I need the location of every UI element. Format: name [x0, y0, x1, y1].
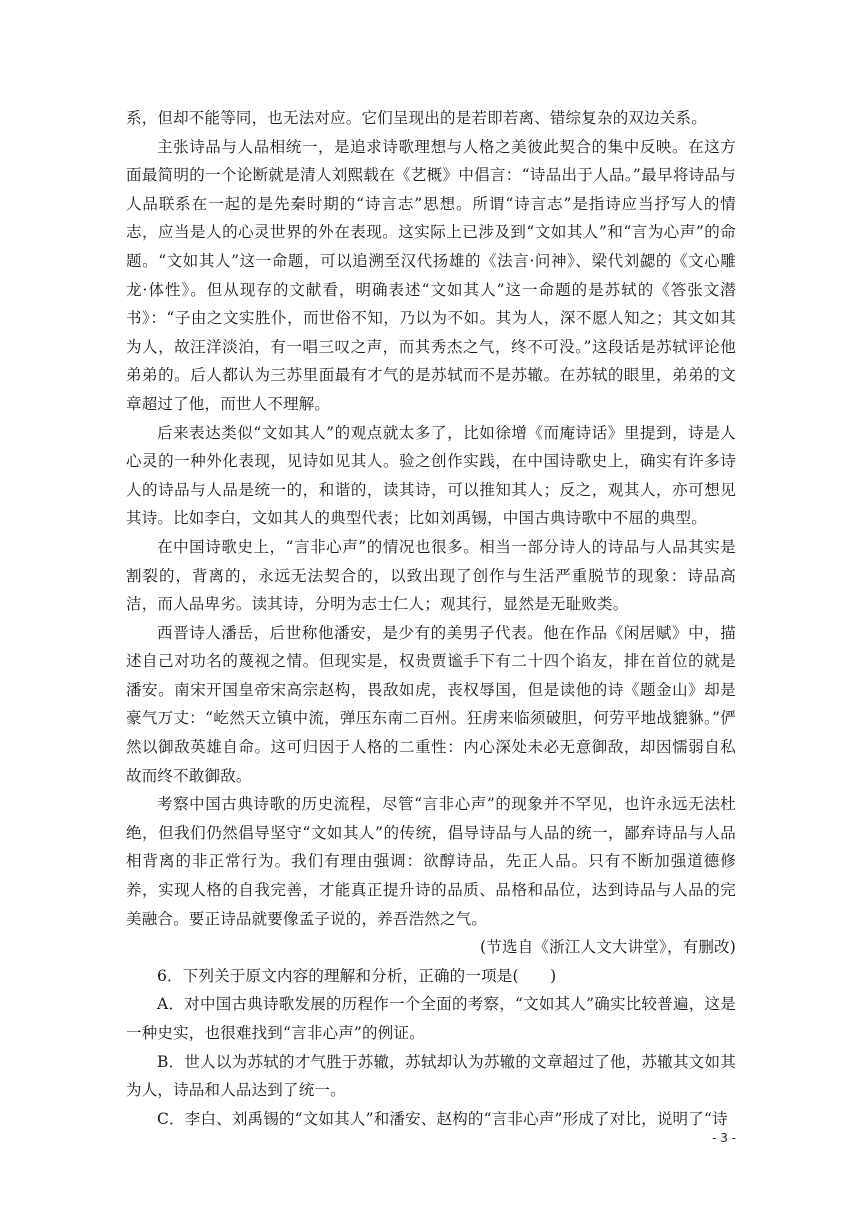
- option-c: C．李白、刘禹锡的“文如其人”和潘安、赵构的“言非心声”形成了对比，说明了“诗: [157, 1109, 728, 1128]
- question-stem: 6．下列关于原文内容的理解和分析，正确的一项是( ): [157, 966, 557, 985]
- source-citation: (节选自《浙江人文大讲堂》，有删改): [480, 938, 736, 957]
- paragraph: 西晋诗人潘岳，后世称他潘安，是少有的美男子代表。他在作品《闲居赋》中，描述自己对功名的蔑视之情。但现实是，权贵贾谧手下有二十四个谄友，排在首位的就是潘安。南宋开国皇帝宋高宗赵构，畏敌如虎，丧权辱国，但是读他的诗《题金山》却是豪气万丈：“屹然天立镇中流，弹压东南二百州。狂虏来临须破胆，何劳平地战貔貅。”俨然以御敌英雄自命。这可归因于人格的二重性：内心深处未必无意御敌，却因懦弱自私故而终不敢御敌。: [126, 623, 736, 785]
- page-number: - 3 -: [712, 1131, 736, 1145]
- paragraph: 主张诗品与人品相统一，是追求诗歌理想与人格之美彼此契合的集中反映。在这方面最简明的一个论断就是清人刘熙载在《艺概》中倡言：“诗品出于人品。”最早将诗品与人品联系在一起的是先秦时期的“诗言志”思想。所谓“诗言志”是指诗应当抒写人的情志，应当是人的心灵世界的外在表现。这实际上已涉及到“文如其人”和“言为心声”的命题。“文如其人”这一命题，可以追溯至汉代扬雄的《法言·问神》、梁代刘勰的《文心雕龙·体性》。但从现存的文献看，明确表述“文如其人”这一命题的是苏轼的《答张文潜书》：“子由之文实胜仆，而世俗不知，乃以为不如。其为人，深不愿人知之；其文如其为人，故汪洋淡泊，有一唱三叹之声，而其秀杰之气，终不可没。”这段话是苏轼评论他弟弟的。后人都认为三苏里面最有才气的是苏轼而不是苏辙。在苏轼的眼里，弟弟的文章超过了他，而世人不理解。: [126, 137, 736, 413]
- paragraph: 考察中国古典诗歌的历史流程，尽管“言非心声”的现象并不罕见，也许永远无法杜绝，但我们仍然倡导坚守“文如其人”的传统，倡导诗品与人品的统一，鄙弃诗品与人品相背离的非正常行为。我们有理由强调：欲醇诗品，先正人品。只有不断加强道德修养，实现人格的自我完善，才能真正提升诗的品质、品格和品位，达到诗品与人品的完美融合。要正诗品就要像孟子说的，养吾浩然之气。: [126, 795, 736, 928]
- paragraph-continuation: 系，但却不能等同，也无法对应。它们呈现出的是若即若离、错综复杂的双边关系。: [126, 109, 707, 127]
- paragraph: 在中国诗歌史上，“言非心声”的情况也很多。相当一部分诗人的诗品与人品其实是割裂的，背离的，永远无法契合的，以致出现了创作与生活严重脱节的现象：诗品高洁，而人品卑劣。读其诗，分明为志士仁人；观其行，显然是无耻败类。: [126, 537, 736, 614]
- option-a: A．对中国古典诗歌发展的历程作一个全面的考察，“文如其人”确实比较普遍，这是一种史实，也很难找到“言非心声”的例证。: [126, 995, 736, 1042]
- paragraph: 后来表达类似“文如其人”的观点就太多了，比如徐增《而庵诗话》里提到，诗是人心灵的一种外化表现，见诗如见其人。验之创作实践，在中国诗歌史上，确实有许多诗人的诗品与人品是统一的，和谐的，读其诗，可以推知其人；反之，观其人，亦可想见其诗。比如李白，文如其人的典型代表；比如刘禹锡，中国古典诗歌中不屈的典型。: [126, 423, 736, 528]
- article-body: [126, 104, 736, 1133]
- option-b: B．世人以为苏轼的才气胜于苏辙，苏轼却认为苏辙的文章超过了他，苏辙其文如其为人，诗品和人品达到了统一。: [126, 1052, 736, 1100]
